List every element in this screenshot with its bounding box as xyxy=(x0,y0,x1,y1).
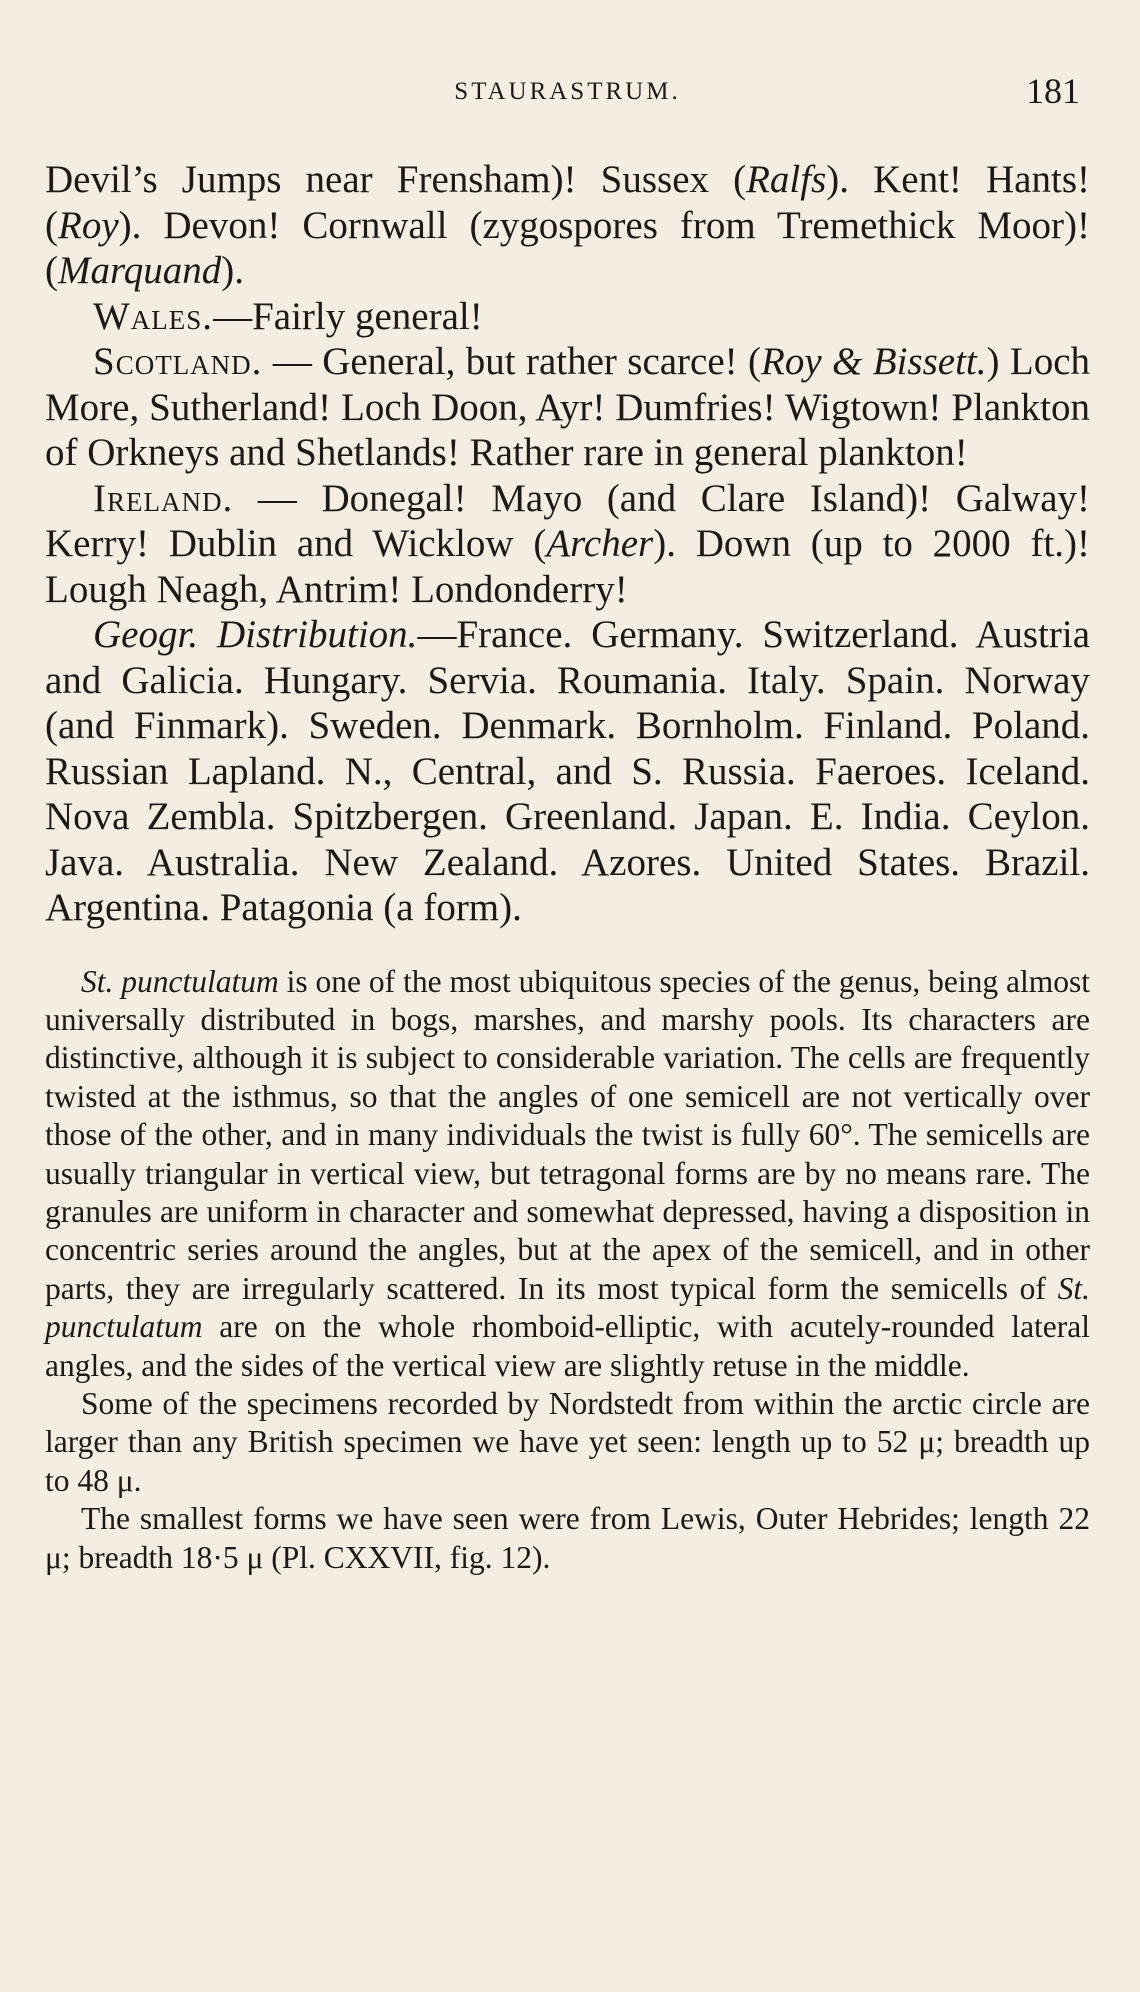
italic-run: Marquand xyxy=(58,249,222,292)
species-name: St. punctulatum xyxy=(81,963,279,999)
italic-run: Ralfs xyxy=(746,158,827,201)
text-run: ). Kent! Hants! ( xyxy=(45,158,1090,247)
paragraph-wales xyxy=(45,294,1090,340)
main-text xyxy=(45,157,1090,931)
text-run: ) Loch More, Sutherland! Loch Doon, Ayr! Dumfries! Wigtown! Plankton of Orkneys and Shetlands! Rather rare in general plankton! xyxy=(45,340,1091,474)
notes-text xyxy=(45,963,1090,1578)
text-run: ). xyxy=(221,249,244,292)
text-run: —Fairly general! xyxy=(213,294,483,338)
paragraph-ireland xyxy=(45,476,1090,613)
text-run: ). Devon! Cornwall (zygospores from Tremethick Moor)! ( xyxy=(45,203,1090,292)
text-run: — Donegal! Mayo (and Clare Island)! Galway! Kerry! Dublin and Wicklow ( xyxy=(45,476,1090,565)
italic-run: Roy xyxy=(58,203,119,247)
paragraph-england-continued xyxy=(45,157,1090,294)
region-label-scotland: Scotland. xyxy=(93,340,263,383)
running-title: STAURASTRUM. xyxy=(454,78,681,105)
running-head xyxy=(45,70,1090,120)
paragraph-scotland xyxy=(45,339,1090,476)
note-paragraph-1 xyxy=(45,963,1090,1385)
text-run: —France. Germany. Switzerland. Austria and Galicia. Hungary. Servia. Roumania. Italy. Spain. Norway (and Finmark). Sweden. Denmark. Bornholm. Finland. Poland. Russian Lapland. N., Central, and S. Russia. Faeroes. Iceland. Nova Zembla. Spitzbergen. Greenland. Japan. E. India. Ceylon. Java. Australia. New Zealand. Azores. United States. Brazil. Argentina. Patagonia (a form). xyxy=(45,613,1091,929)
text-run: Devil’s Jumps near Frensham)! Sussex ( xyxy=(45,158,747,201)
species-name: St. punctulatum xyxy=(45,1270,1090,1345)
text-run: ). Down (up to 2000 ft.)! Lough Neagh, Antrim! Londonderry! xyxy=(45,522,1090,611)
text-run: is one of the most ubiquitous species of the genus, being almost universally distributed in bogs, marshes, and marshy pools. Its characters are distinctive, although it is subject to considerable variation. The cells are frequently twisted at the isthmus, so that the angles of one semicell are not vertically over those of the other, and in many individuals the twist is fully 60°. The semicells are usually triangular in vertical view, but tetragonal forms are by no means rare. The granules are uniform in character and somewhat depressed, having a disposition in concentric series around the angles, but at the apex of the semicell, and in other parts, they are irregularly scattered. In its most typical form the semicells of xyxy=(45,963,1090,1306)
italic-run: Roy & Bissett. xyxy=(761,340,987,383)
page-number: 181 xyxy=(1026,71,1080,111)
note-paragraph-3: The smallest forms we have seen were from Lewis, Outer Hebrides; length 22 μ; breadth 18·5 μ (Pl. CXXVII, fig. 12). xyxy=(45,1501,1090,1575)
text-run: are on the whole rhomboid-elliptic, with acutely-rounded lateral angles, and the sides of the vertical view are slightly retuse in the middle. xyxy=(45,1309,1090,1383)
region-label-ireland: Ireland. xyxy=(93,476,234,520)
region-label-wales: Wales. xyxy=(93,294,214,338)
text-run: — General, but rather scarce! ( xyxy=(262,340,762,383)
note-paragraph-2: Some of the specimens recorded by Nordstedt from within the arctic circle are larger than any British specimen we have yet seen: length up to 52 μ; breadth up to 48 μ. xyxy=(45,1385,1090,1498)
paragraph-distribution xyxy=(45,612,1090,931)
distribution-label: Geogr. Distribution. xyxy=(93,613,418,656)
italic-run: Archer xyxy=(546,522,654,565)
